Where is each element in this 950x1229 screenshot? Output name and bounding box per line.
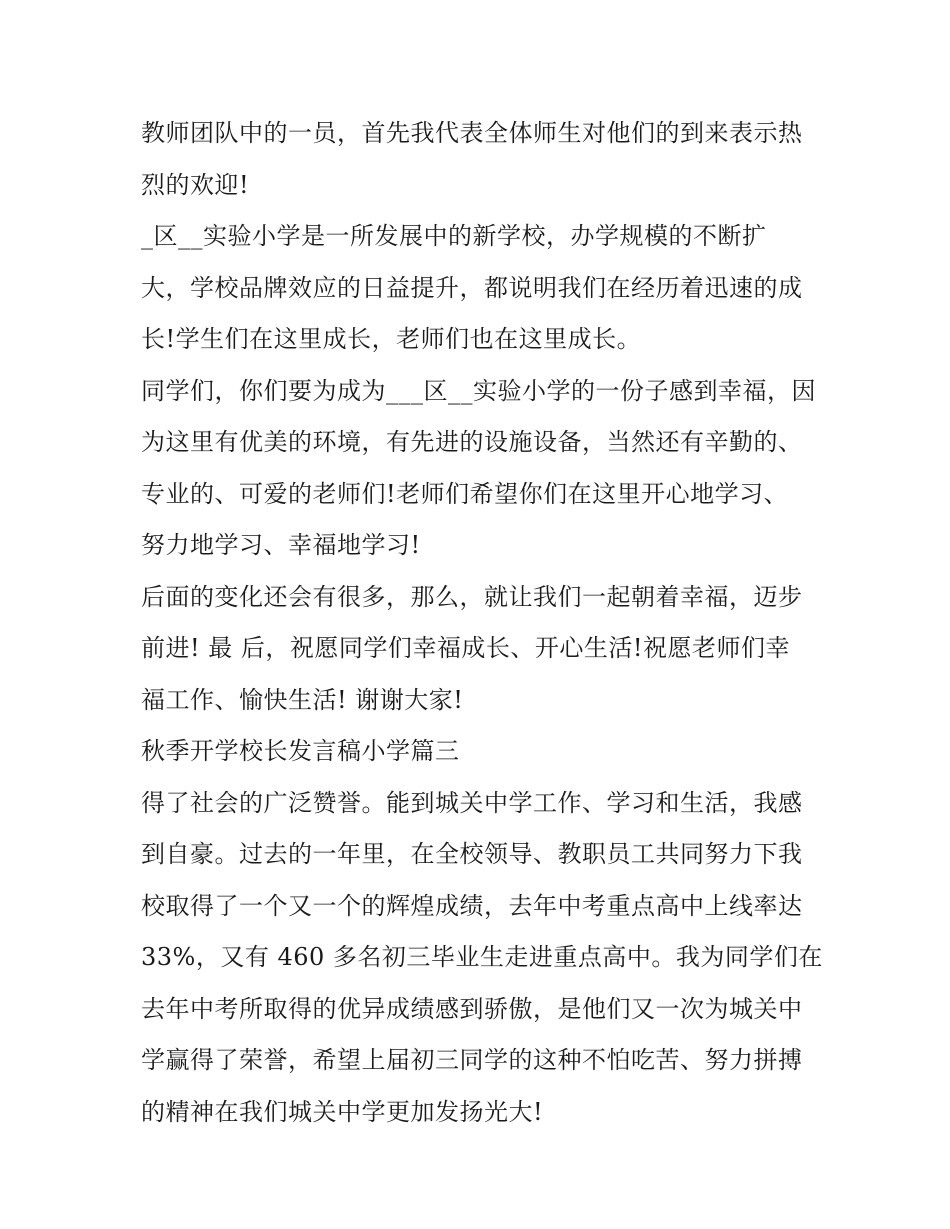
text-line: 烈的欢迎! <box>141 170 250 199</box>
text-line: 为这里有优美的环境，有先进的设施设备，当然还有辛勤的、 <box>141 428 803 456</box>
text-line: _区__实验小学是一所发展中的新学校，办学规模的不断扩 <box>141 222 767 250</box>
text-line: 福工作、愉快生活! 谢谢大家! <box>141 685 464 714</box>
text-line: 大，学校品牌效应的日益提升，都说明我们在经历着迅速的成 <box>141 273 803 302</box>
section-heading: 秋季开学校长发言稿小学篇三 <box>141 737 460 765</box>
document-body <box>141 108 821 1138</box>
text-line: 校取得了一个又一个的辉煌成绩，去年中考重点高中上线率达 <box>141 891 803 920</box>
text-line: 去年中考所取得的优异成绩感到骄傲，是他们又一次为城关中 <box>141 994 803 1023</box>
text-line: 到自豪。过去的一年里，在全校领导、教职员工共同努力下我 <box>141 840 803 868</box>
text-line: 得了社会的广泛赞誉。能到城关中学工作、学习和生活，我感 <box>141 788 803 817</box>
text-line: 努力地学习、幸福地学习! <box>141 531 421 559</box>
text-line: 33%，又有 460 多名初三毕业生走进重点高中。我为同学们在 <box>141 943 823 971</box>
text-line: 同学们，你们要为成为___区__实验小学的一份子感到幸福，因 <box>141 376 816 405</box>
text-line: 前进! 最 后，祝愿同学们幸福成长、开心生活!祝愿老师们幸 <box>141 634 791 662</box>
text-line: 后面的变化还会有很多，那么，就让我们一起朝着幸福，迈步 <box>141 582 803 611</box>
text-line: 专业的、可爱的老师们!老师们希望你们在这里开心地学习、 <box>141 479 789 508</box>
text-line: 学赢得了荣誉，希望上届初三同学的这种不怕吃苦、努力拼搏 <box>141 1046 803 1074</box>
text-line: 的精神在我们城关中学更加发扬光大! <box>141 1097 544 1126</box>
text-line: 长!学生们在这里成长，老师们也在这里成长。 <box>141 325 642 353</box>
text-line: 教师团队中的一员，首先我代表全体师生对他们的到来表示热 <box>141 119 803 147</box>
